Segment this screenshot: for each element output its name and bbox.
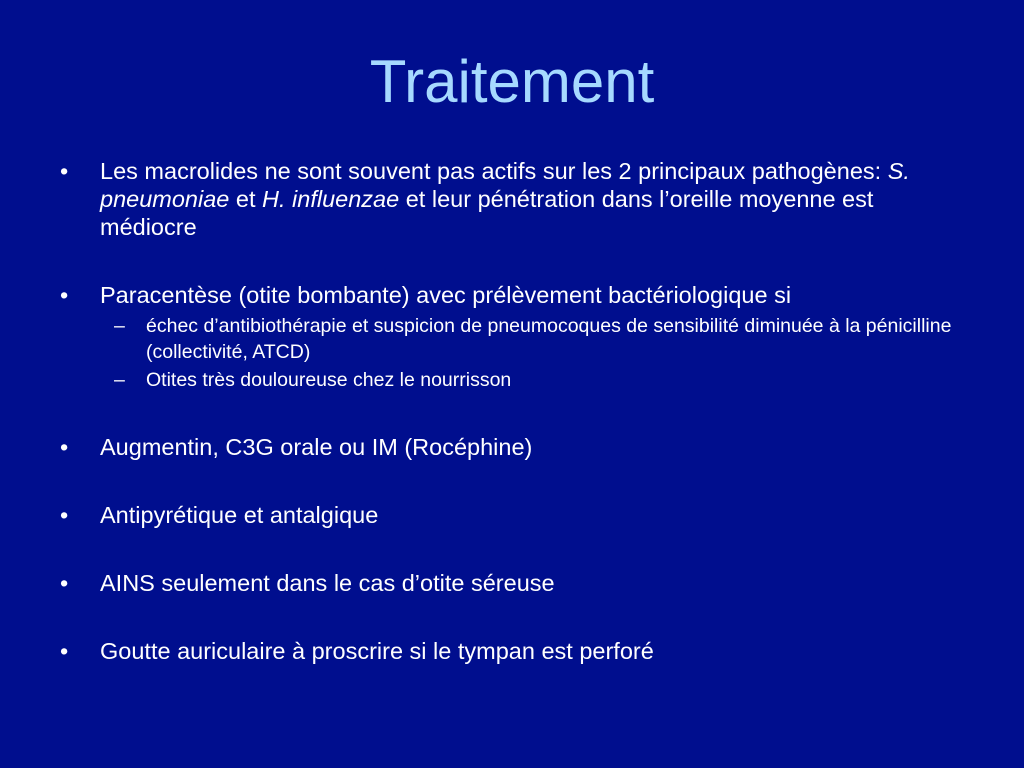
bullet-marker: • bbox=[60, 502, 69, 528]
bullet-item-paracentese bbox=[58, 281, 958, 309]
sub-text: échec d’antibiothérapie et suspicion de pneumocoques de sensibilité diminuée à la pénicilline (collectivité, ATCD) bbox=[146, 315, 952, 363]
bullet-text: Goutte auriculaire à proscrire si le tympan est perforé bbox=[100, 638, 654, 664]
bullet-marker: • bbox=[60, 434, 69, 460]
bullet-marker: • bbox=[60, 638, 69, 664]
bullet-marker: • bbox=[60, 158, 69, 184]
sub-text: Otites très douloureuse chez le nourrisson bbox=[146, 369, 512, 391]
bullet-text: Paracentèse (otite bombante) avec prélèvement bactériologique si bbox=[100, 282, 792, 308]
sub-marker: – bbox=[114, 369, 125, 391]
sub-list bbox=[58, 313, 958, 393]
bullet-item-antipyretique bbox=[58, 501, 958, 529]
slide-title: Traitement bbox=[369, 48, 655, 115]
bullet-marker: • bbox=[60, 570, 69, 596]
bullet-text: Antipyrétique et antalgique bbox=[100, 502, 379, 528]
bullet-item-goutte bbox=[58, 637, 958, 665]
pathogen-name: S. pneumoniae bbox=[100, 158, 910, 212]
bullet-text: Augmentin, C3G orale ou IM (Rocéphine) bbox=[100, 434, 533, 460]
bullet-text: Les macrolides ne sont souvent pas actifs sur les 2 principaux pathogènes: S. pneumoniae et H. influenzae et leur pénétration dans l’oreille moyenne est médiocre bbox=[100, 158, 910, 240]
bullet-marker: • bbox=[60, 282, 69, 308]
bullet-item-ains bbox=[58, 569, 958, 597]
sub-item bbox=[58, 367, 958, 393]
sub-item bbox=[58, 313, 958, 365]
sub-marker: – bbox=[114, 315, 125, 337]
bullet-text: AINS seulement dans le cas d’otite séreuse bbox=[100, 570, 555, 596]
bullet-item-macrolides bbox=[58, 157, 958, 241]
pathogen-name: H. influenzae bbox=[262, 186, 400, 212]
bullet-list bbox=[58, 157, 958, 665]
bullet-item-augmentin bbox=[58, 433, 958, 461]
